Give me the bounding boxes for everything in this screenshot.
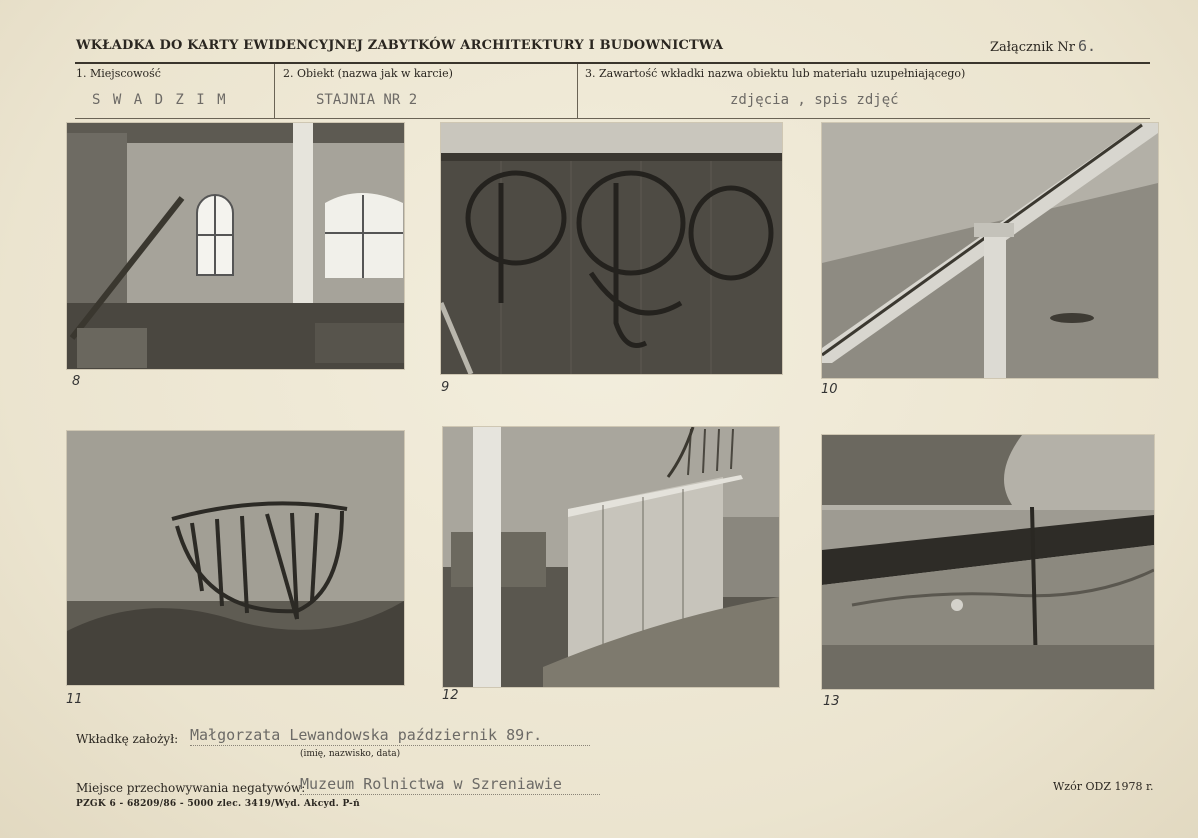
photo-feeding-trough [821, 434, 1155, 690]
annex-value: 6. [1078, 37, 1097, 55]
object-value: STAJNIA NR 2 [316, 92, 418, 108]
pattern-label: Wzór ODZ 1978 r. [1053, 780, 1154, 793]
founded-label: Wkładkę założył: [76, 732, 179, 746]
column-divider [274, 64, 275, 118]
photo-number: 9 [441, 380, 450, 395]
column-label-location: 1. Miejscowość [76, 67, 161, 80]
header-rule [75, 62, 1150, 64]
print-info: PZGK 6 - 68209/86 - 5000 zlec. 3419/Wyd. Akcyd. P-ń [76, 799, 360, 809]
column-label-contents: 3. Zawartość wkładki nazwa obiektu lub materiału uzupełniającego) [585, 67, 966, 80]
document-title: WKŁADKA DO KARTY EWIDENCYJNEJ ZABYTKÓW ARCHITEKTURY I BUDOWNICTWA [76, 38, 724, 53]
negatives-label: Miejsce przechowywania negatywów: [76, 781, 306, 795]
annex-number [990, 37, 1096, 55]
contents-value: zdjęcia , spis zdjęć [730, 92, 899, 108]
column-label-object: 2. Obiekt (nazwa jak w karcie) [283, 67, 453, 80]
photo-hay-rack [66, 430, 405, 686]
column-divider [577, 64, 578, 118]
photo-number: 8 [72, 374, 81, 389]
columns-rule [75, 118, 1150, 119]
photo-number: 13 [823, 694, 840, 709]
photo-number: 10 [821, 382, 838, 397]
annex-label: Załącznik Nr [990, 40, 1076, 55]
photo-harness-wall [440, 122, 783, 375]
founded-value: Małgorzata Lewandowska październik 89r. [190, 726, 590, 746]
location-value: S W A D Z I M [92, 92, 228, 108]
photo-stall-partition [442, 426, 780, 688]
photo-ceiling-beam [821, 122, 1159, 379]
founded-hint: (imię, nazwisko, data) [300, 749, 401, 759]
photo-number: 11 [66, 692, 83, 707]
negatives-value: Muzeum Rolnictwa w Szreniawie [300, 775, 600, 795]
photo-number: 12 [442, 688, 459, 703]
photo-stable-interior [66, 122, 405, 370]
